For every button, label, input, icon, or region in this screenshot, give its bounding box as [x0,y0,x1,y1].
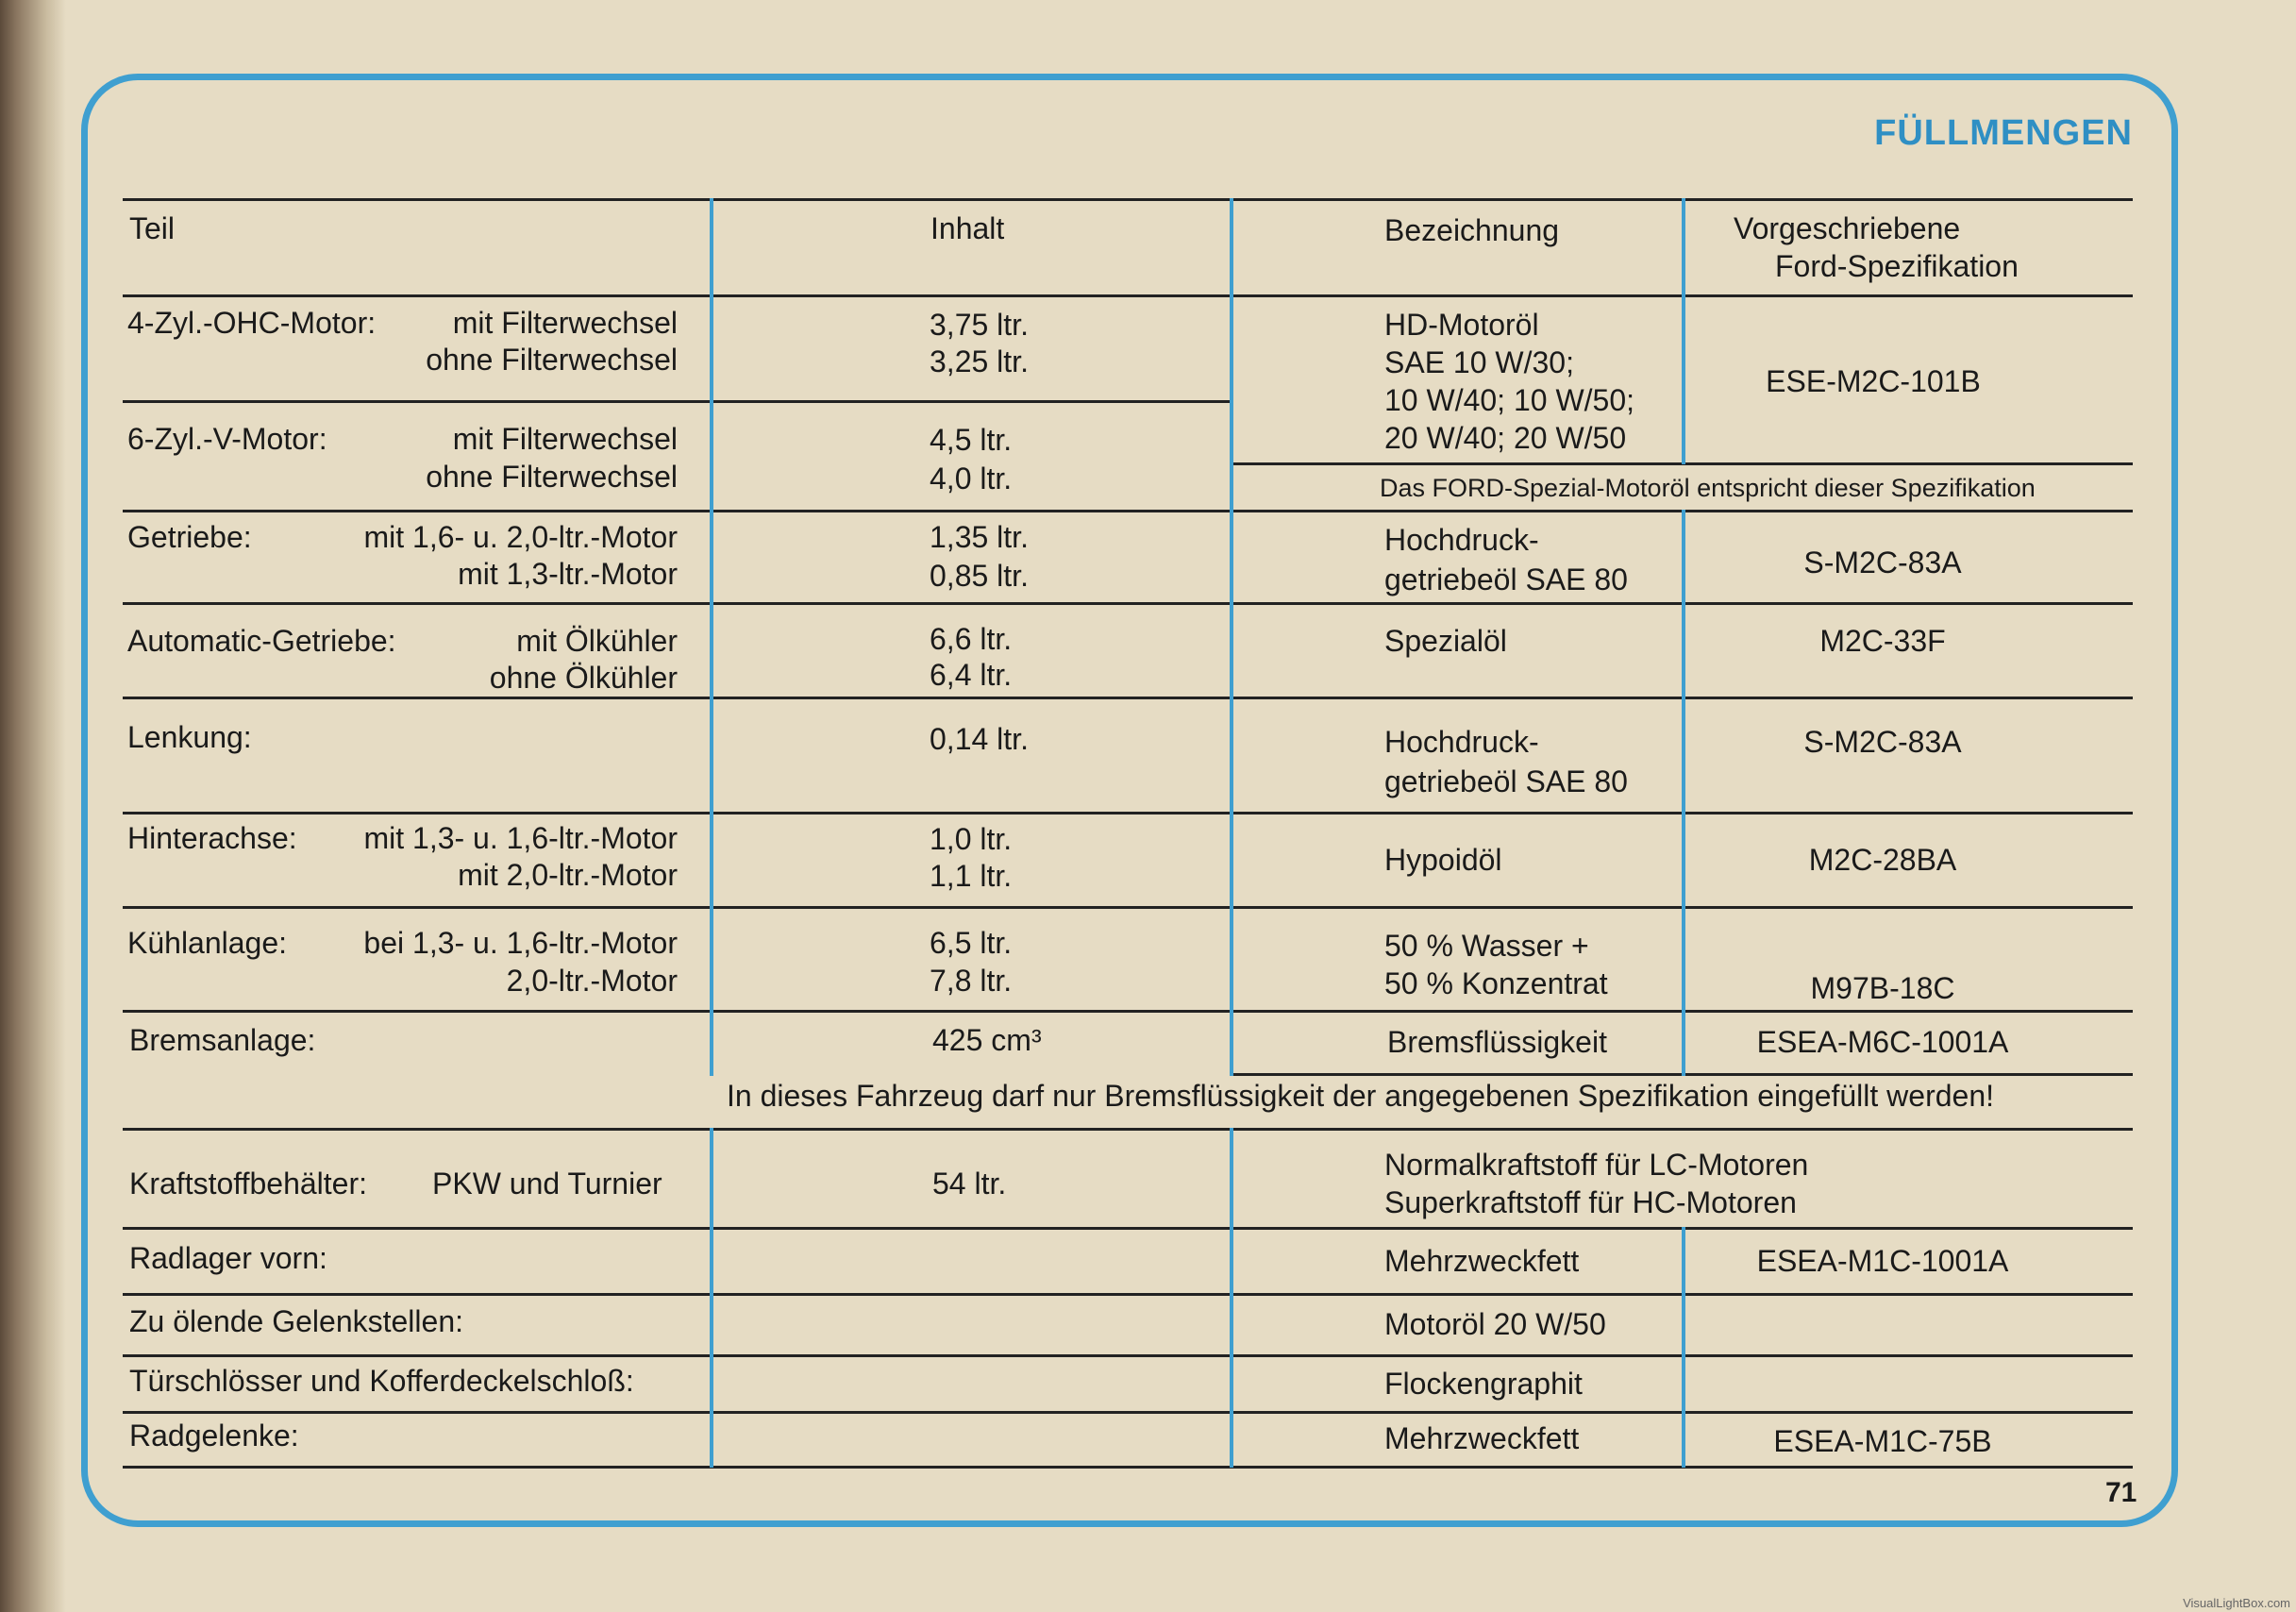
header-inhalt: Inhalt [930,211,1005,245]
col-rule-3 [1682,198,1685,464]
automatic-val2: 6,4 ltr. [930,658,1013,692]
radlager-spec: ESEA-M1C-1001A [1756,1244,2009,1278]
v6-label: 6-Zyl.-V-Motor: [127,422,327,456]
col-rule-1b [710,1128,713,1468]
kuehl-sub1: bei 1,3- u. 1,6-ltr.-Motor [363,926,678,960]
ohc-sub1: mit Filterwechsel [452,306,678,340]
schloss-bez: Flockengraphit [1384,1367,1583,1401]
hinterachse-bez: Hypoidöl [1384,843,1502,877]
ohc-val1: 3,75 ltr. [930,308,1029,342]
rule-table-bottom [123,1466,2133,1469]
kuehl-sub2: 2,0-ltr.-Motor [506,964,678,998]
v6-val2: 4,0 ltr. [930,462,1013,495]
brems-bez: Bremsflüssigkeit [1387,1025,1607,1059]
rule-hinterachse-bottom [123,906,2133,909]
oil-bez3: 10 W/40; 10 W/50; [1384,383,1635,417]
kuehl-val1: 6,5 ltr. [930,926,1013,960]
watermark-credit: VisualLightBox.com [2183,1596,2290,1610]
rule-radlager-bottom [123,1293,2133,1296]
automatic-bez: Spezialöl [1384,624,1507,658]
gelenk-label: Zu ölende Gelenkstellen: [129,1304,463,1338]
lenkung-spec: S-M2C-83A [1803,725,1962,759]
kraftstoff-val: 54 ltr. [932,1167,1007,1201]
lenkung-bez2: getriebeöl SAE 80 [1384,764,1628,798]
rule-automatic-bottom [123,697,2133,699]
col-rule-3c [1682,1227,1685,1468]
oil-note: Das FORD-Spezial-Motoröl entspricht dieser Spezifikation [1380,474,2036,502]
oil-bez1: HD-Motoröl [1384,308,1539,342]
automatic-sub1: mit Ölkühler [516,624,678,658]
kuehl-val2: 7,8 ltr. [930,964,1013,998]
radlager-label: Radlager vorn: [129,1241,327,1275]
getriebe-val2: 0,85 ltr. [930,559,1029,593]
col-rule-2b [1230,1128,1233,1468]
rule-kuehl-bottom [123,1010,2133,1013]
rule-header-top [123,198,2133,201]
hinterachse-label: Hinterachse: [127,821,297,855]
hinterachse-sub1: mit 1,3- u. 1,6-ltr.-Motor [363,821,678,855]
brems-val: 425 cm³ [932,1023,1042,1057]
getriebe-sub1: mit 1,6- u. 2,0-ltr.-Motor [363,520,678,554]
automatic-val1: 6,6 ltr. [930,622,1013,656]
getriebe-sub2: mit 1,3-ltr.-Motor [458,557,678,591]
kuehl-label: Kühlanlage: [127,926,288,960]
gelenk-bez: Motoröl 20 W/50 [1384,1307,1606,1341]
oil-bez4: 20 W/40; 20 W/50 [1384,421,1627,455]
rule-gelenk-bottom [123,1354,2133,1357]
book-gutter [0,0,66,1612]
kuehl-bez2: 50 % Konzentrat [1384,966,1608,1000]
kraftstoff-bez2: Superkraftstoff für HC-Motoren [1384,1185,1797,1219]
header-spec-line1: Vorgeschriebene [1734,211,1961,245]
getriebe-bez1: Hochdruck- [1384,523,1539,557]
col-rule-1 [710,198,713,1076]
brems-label: Bremsanlage: [129,1023,316,1057]
col-rule-3b [1682,510,1685,1076]
radgelenke-bez: Mehrzweckfett [1384,1421,1580,1455]
page-number: 71 [2105,1477,2137,1508]
lenkung-label: Lenkung: [127,720,252,754]
hinterachse-sub2: mit 2,0-ltr.-Motor [458,858,678,892]
rule-kraftstoff-bottom [123,1227,2133,1230]
radlager-bez: Mehrzweckfett [1384,1244,1580,1278]
ohc-label: 4-Zyl.-OHC-Motor: [127,306,377,340]
radgelenke-spec: ESEA-M1C-75B [1773,1424,1992,1458]
hinterachse-val2: 1,1 ltr. [930,859,1013,893]
getriebe-val1: 1,35 ltr. [930,520,1029,554]
header-spec-line2: Ford-Spezifikation [1775,249,2019,283]
ohc-sub2: ohne Filterwechsel [426,343,678,377]
kraftstoff-sub: PKW und Turnier [432,1167,662,1201]
kuehl-bez1: 50 % Wasser + [1384,929,1589,963]
oil-bez2: SAE 10 W/30; [1384,345,1574,379]
v6-sub1: mit Filterwechsel [452,422,678,456]
kraftstoff-bez1: Normalkraftstoff für LC-Motoren [1384,1148,1809,1182]
brems-spec: ESEA-M6C-1001A [1756,1025,2009,1059]
oil-spec: ESE-M2C-101B [1766,364,1981,398]
rule-lenkung-bottom [123,812,2133,814]
col-rule-2 [1230,198,1233,1076]
brems-warning: In dieses Fahrzeug darf nur Bremsflüssigkeit der angegebenen Spezifikation eingefüllt werden! [727,1079,1995,1113]
v6-val1: 4,5 ltr. [930,423,1013,457]
automatic-spec: M2C-33F [1819,624,1946,658]
kraftstoff-label: Kraftstoffbehälter: [129,1167,367,1201]
v6-sub2: ohne Filterwechsel [426,460,678,494]
rule-ohc-bottom [123,400,1232,403]
page-title: FÜLLMENGEN [1874,113,2133,153]
rule-getriebe-bottom [123,602,2133,605]
getriebe-spec: S-M2C-83A [1803,546,1962,579]
automatic-sub2: ohne Ölkühler [489,661,678,695]
getriebe-label: Getriebe: [127,520,252,554]
header-teil: Teil [129,211,176,245]
kuehl-spec: M97B-18C [1810,971,1955,1005]
ohc-val2: 3,25 ltr. [930,344,1029,378]
rule-warning-bottom [123,1128,2133,1131]
lenkung-bez1: Hochdruck- [1384,725,1539,759]
schloss-label: Türschlösser und Kofferdeckelschloß: [129,1364,634,1398]
lenkung-val: 0,14 ltr. [930,722,1029,756]
hinterachse-spec: M2C-28BA [1808,843,1957,877]
header-bezeichnung: Bezeichnung [1384,213,1560,247]
automatic-label: Automatic-Getriebe: [127,624,396,658]
rule-header-bottom [123,294,2133,297]
rule-schloss-bottom [123,1411,2133,1414]
radgelenke-label: Radgelenke: [129,1419,299,1452]
getriebe-bez2: getriebeöl SAE 80 [1384,563,1628,596]
rule-v6-bottom [123,510,2133,512]
hinterachse-val1: 1,0 ltr. [930,822,1013,856]
